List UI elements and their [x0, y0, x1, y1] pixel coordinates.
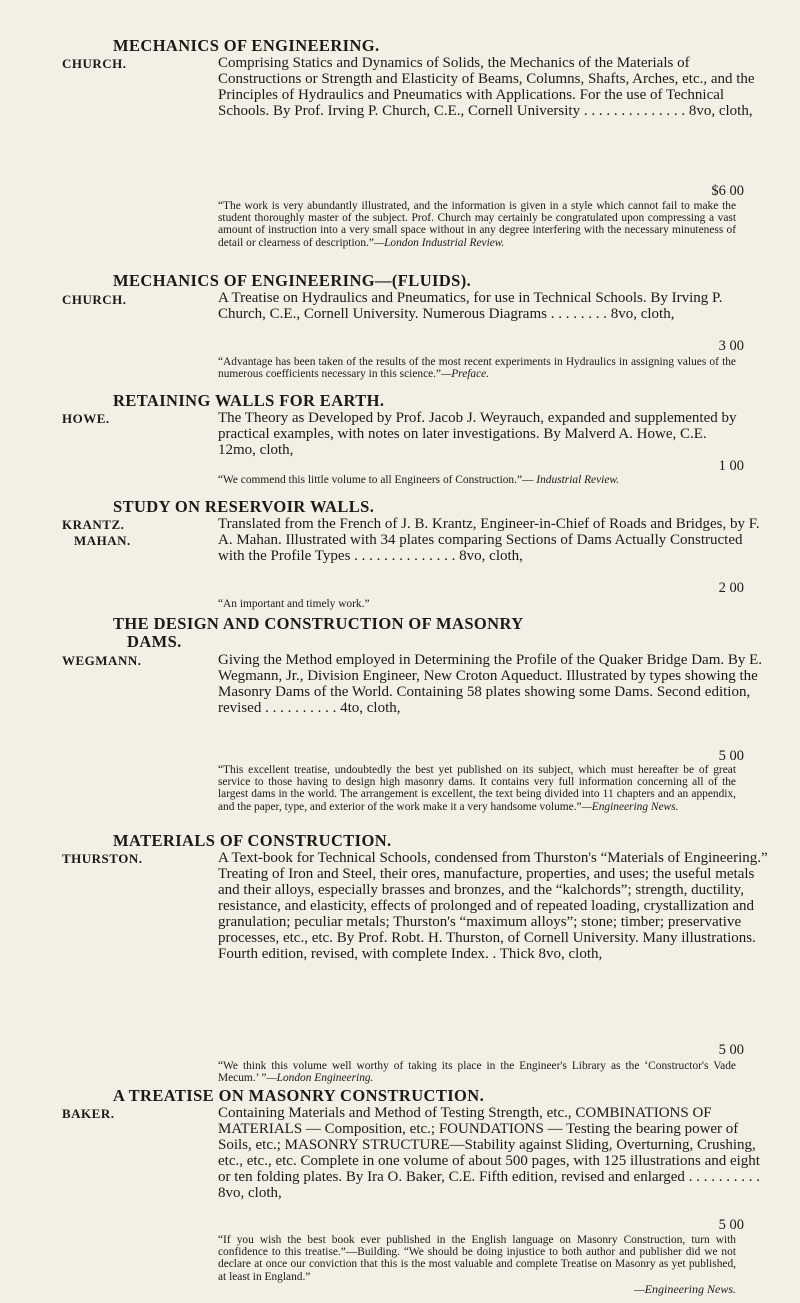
entry-review-quote: “An important and timely work.” — [218, 598, 370, 610]
entry-description: The Theory as Developed by Prof. Jacob J. Weyrauch, expanded and supplemented by practical examples, with notes on later investigations. By Malverd A. Howe, C.E. 12mo, cloth, — [218, 410, 737, 458]
entry-price: 5 00 — [718, 748, 744, 764]
entry-description: Giving the Method employed in Determining the Profile of the Quaker Bridge Dam. By E. Wegmann, Jr., Division Engineer, New Croton Aqueduct. Illustrated by types showing the Masonry Dams of the World. Containing 58 plates showing some Dams. Second edition, revised . . . . . . . . . . 4to, cloth, — [218, 652, 763, 716]
entry-author: CHURCH. — [62, 292, 127, 307]
entry-author: THURSTON. — [62, 851, 143, 866]
entry-description: Comprising Statics and Dynamics of Solids, the Mechanics of the Materials of Constructions or Strength and Elasticity of Beams, Columns, Shafts, Arches, etc., and the Principles of Hydraulics and Pneumatics with Applications. For the use of Technical Schools. By Prof. Irving P. Church, C.E., Cornell University . . . . . . . . . . . . . . 8vo, cloth, — [218, 55, 755, 119]
entry-title: THE DESIGN AND CONSTRUCTION OF MASONRY DAMS. — [113, 614, 524, 651]
entry-review-quote: “The work is very abundantly illustrated, and the information is given in a style which cannot fail to make the student thoroughly master of the subject. Prof. Church may certainly be congratulated upon compressing a vast amount of instruction into a very small space without in any degree interfering with the necessary minuteness of detail or clearness of description.”—London Industrial Review. — [218, 200, 736, 249]
entry-title: MECHANICS OF ENGINEERING. — [113, 36, 380, 55]
entry-description: Containing Materials and Method of Testing Strength, etc., COMBINATIONS OF MATERIALS — Composition, etc.; FOUNDATIONS — Testing the bearing power of Soils, etc.; MASONRY STRUCTURE—Stability against Sliding, Overturning, Crushing, etc., etc., etc. Complete in one volume of about 500 pages, with 125 illustrations and eight or ten folding plates. By Ira O. Baker, C.E. Fifth edition, revised and enlarged . . . . . . . . . . 8vo, cloth, — [218, 1105, 760, 1201]
entry-price: 5 00 — [718, 1042, 744, 1058]
entry-author: KRANTZ. MAHAN. — [62, 517, 131, 548]
entry-title: STUDY ON RESERVOIR WALLS. — [113, 497, 375, 516]
entry-author: HOWE. — [62, 411, 110, 426]
entry-price: 3 00 — [718, 338, 744, 354]
entry-price: 5 00 — [718, 1217, 744, 1233]
entry-title: A TREATISE ON MASONRY CONSTRUCTION. — [113, 1086, 485, 1105]
entry-author: CHURCH. — [62, 56, 127, 71]
entry-review-quote: “If you wish the best book ever published in the English language on Masonry Construction, turn with confidence to this treatise.”—Building. “We should be doing injustice to both author and publisher did we not declare at once our conviction that this is the most valuable and complete Treatise on Masonry as yet published, at least in England.” —Engineering News. — [218, 1234, 736, 1296]
entry-title: MATERIALS OF CONSTRUCTION. — [113, 831, 392, 850]
entry-description: Translated from the French of J. B. Krantz, Engineer-in-Chief of Roads and Bridges, by F. A. Mahan. Illustrated with 34 plates comparing Sections of Dams Actually Constructed with the Profile Types . . . . . . . . . . . . . . 8vo, cloth, — [218, 516, 760, 564]
entry-author: BAKER. — [62, 1106, 115, 1121]
entry-review-quote: “Advantage has been taken of the results of the most recent experiments in Hydraulics in assigning values of the numerous coefficients necessary in this science.”—Preface. — [218, 356, 736, 381]
entry-price: 1 00 — [718, 458, 744, 474]
entry-price: 2 00 — [718, 580, 744, 596]
entry-title: RETAINING WALLS FOR EARTH. — [113, 391, 385, 410]
entry-review-quote: “We think this volume well worthy of taking its place in the Engineer's Library as the ‘Constructor's Vade Mecum.’ ”—London Engineering. — [218, 1060, 736, 1085]
entry-price: $6 00 — [711, 183, 744, 199]
entry-author: WEGMANN. — [62, 653, 142, 668]
entry-review-quote: “We commend this little volume to all Engineers of Construction.”— Industrial Review. — [218, 474, 619, 486]
entry-description: A Treatise on Hydraulics and Pneumatics, for use in Technical Schools. By Irving P. Church, C.E., Cornell University. Numerous Diagrams . . . . . . . . 8vo, cloth, — [218, 290, 723, 322]
entry-review-quote: “This excellent treatise, undoubtedly the best yet published on its subject, which must hereafter be of great service to those having to design high masonry dams. It contains very full information concerning all of the largest dams in the world. The arrangement is excellent, the text being divided into 11 chapters and an appendix, and the paper, type, and exterior of the work make it a very handsome volume.”—Engineering News. — [218, 764, 736, 813]
entry-description: A Text-book for Technical Schools, condensed from Thurston's “Materials of Engineering.” Treating of Iron and Steel, their ores, manufacture, properties, and uses; the useful metals and their alloys, especially brasses and bronzes, and the “kalchords”; strength, ductility, resistance, and elasticity, effects of prolonged and of repeated loading, crystallization and granulation; peculiar metals; Thurston's “maximum alloys”; stone; timber; preservative processes, etc., etc. By Prof. Robt. H. Thurston, of Cornell University. Many illustrations. Fourth edition, revised, with complete Index. . Thick 8vo, cloth, — [218, 850, 768, 962]
entry-title: MECHANICS OF ENGINEERING—(FLUIDS). — [113, 271, 472, 290]
